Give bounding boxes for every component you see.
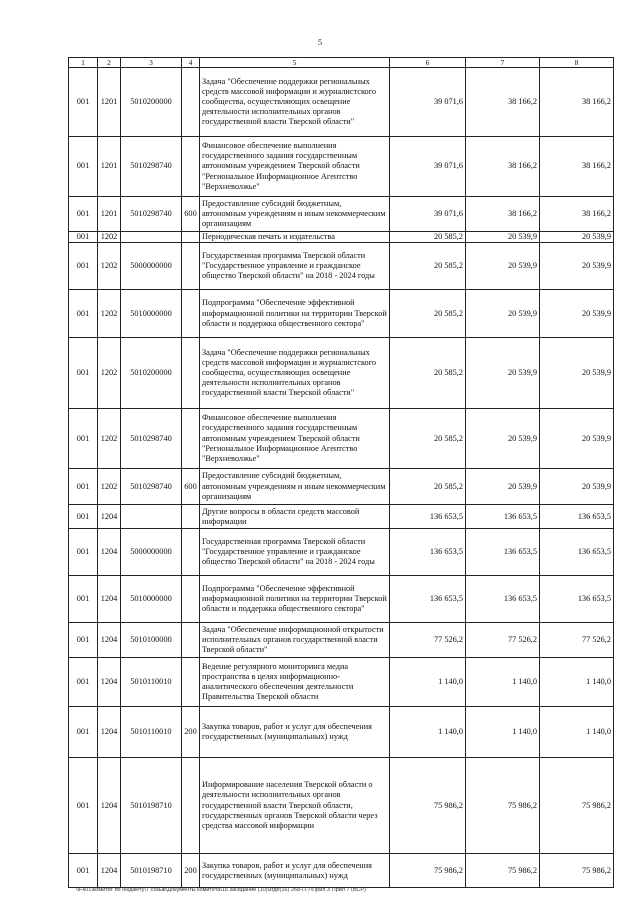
cell-amount-year1: 77 526,2 bbox=[390, 623, 466, 658]
cell-subsection-code: 1204 bbox=[98, 529, 121, 576]
cell-target-code bbox=[121, 232, 182, 243]
table-row bbox=[69, 232, 614, 243]
cell-amount-year3: 20 539,9 bbox=[540, 338, 614, 409]
cell-subsection-code: 1204 bbox=[98, 576, 121, 623]
cell-expense-type bbox=[182, 658, 200, 707]
cell-target-code: 5010200000 bbox=[121, 338, 182, 409]
table-row bbox=[69, 409, 614, 469]
cell-subsection-code: 1202 bbox=[98, 232, 121, 243]
cell-subsection-code: 1204 bbox=[98, 854, 121, 888]
cell-expense-type bbox=[182, 576, 200, 623]
cell-expense-type bbox=[182, 758, 200, 854]
cell-subsection-code: 1202 bbox=[98, 469, 121, 505]
cell-section-code: 001 bbox=[69, 338, 98, 409]
cell-amount-year2: 38 166,2 bbox=[466, 137, 540, 197]
cell-amount-year1: 20 585,2 bbox=[390, 290, 466, 338]
cell-amount-year3: 20 539,9 bbox=[540, 409, 614, 469]
cell-expense-type: 200 bbox=[182, 854, 200, 888]
table-header-row bbox=[69, 58, 614, 68]
cell-amount-year1: 136 653,5 bbox=[390, 576, 466, 623]
table-row bbox=[69, 623, 614, 658]
cell-section-code: 001 bbox=[69, 658, 98, 707]
cell-subsection-code: 1204 bbox=[98, 758, 121, 854]
cell-section-code: 001 bbox=[69, 290, 98, 338]
cell-amount-year2: 20 539,9 bbox=[466, 338, 540, 409]
cell-description: Периодическая печать и издательства bbox=[200, 232, 390, 243]
cell-amount-year2: 20 539,9 bbox=[466, 469, 540, 505]
cell-description: Закупка товаров, работ и услуг для обеспечения государственных (муниципальных) нужд bbox=[200, 707, 390, 758]
cell-amount-year3: 136 653,5 bbox=[540, 505, 614, 529]
table-row bbox=[69, 137, 614, 197]
cell-section-code: 001 bbox=[69, 576, 98, 623]
cell-amount-year3: 1 140,0 bbox=[540, 707, 614, 758]
cell-target-code: 5010198710 bbox=[121, 758, 182, 854]
cell-target-code: 5010100000 bbox=[121, 623, 182, 658]
column-header: 6 bbox=[390, 58, 466, 68]
column-header: 3 bbox=[121, 58, 182, 68]
cell-amount-year3: 20 539,9 bbox=[540, 243, 614, 290]
cell-amount-year3: 77 526,2 bbox=[540, 623, 614, 658]
cell-description: Другие вопросы в области средств массовой информации bbox=[200, 505, 390, 529]
column-header: 2 bbox=[98, 58, 121, 68]
cell-subsection-code: 1204 bbox=[98, 505, 121, 529]
table-row bbox=[69, 854, 614, 888]
column-header: 8 bbox=[540, 58, 614, 68]
cell-expense-type bbox=[182, 505, 200, 529]
cell-description: Закупка товаров, работ и услуг для обеспечения государственных (муниципальных) нужд bbox=[200, 854, 390, 888]
cell-amount-year3: 38 166,2 bbox=[540, 197, 614, 232]
cell-expense-type bbox=[182, 68, 200, 137]
cell-section-code: 001 bbox=[69, 623, 98, 658]
cell-expense-type: 200 bbox=[182, 707, 200, 758]
cell-amount-year1: 39 071,6 bbox=[390, 197, 466, 232]
cell-subsection-code: 1204 bbox=[98, 623, 121, 658]
file-path-footer: \\Fs01\комитет по бюджету\7 созыв\Документы комитета\16 заседание (10)\згдп(16) 268-П-7\Прил 3 Прил 7 (ВСР) bbox=[76, 887, 366, 893]
cell-expense-type: 600 bbox=[182, 469, 200, 505]
cell-target-code: 5000000000 bbox=[121, 529, 182, 576]
cell-section-code: 001 bbox=[69, 469, 98, 505]
cell-description: Предоставление субсидий бюджетным, автономным учреждениям и иным некоммерческим организациям bbox=[200, 197, 390, 232]
cell-description: Предоставление субсидий бюджетным, автономным учреждениям и иным некоммерческим организациям bbox=[200, 469, 390, 505]
cell-amount-year1: 20 585,2 bbox=[390, 469, 466, 505]
cell-subsection-code: 1204 bbox=[98, 707, 121, 758]
cell-target-code: 5010298740 bbox=[121, 197, 182, 232]
cell-section-code: 001 bbox=[69, 409, 98, 469]
cell-description: Государственная программа Тверской области "Государственное управление и гражданское общество Тверской области" на 2018 - 2024 годы bbox=[200, 243, 390, 290]
cell-amount-year1: 20 585,2 bbox=[390, 409, 466, 469]
cell-section-code: 001 bbox=[69, 707, 98, 758]
cell-amount-year1: 20 585,2 bbox=[390, 232, 466, 243]
cell-section-code: 001 bbox=[69, 854, 98, 888]
table-row bbox=[69, 576, 614, 623]
cell-description: Ведение регулярного мониторинга медиа пространства в целях информационно-аналитического обеспечения деятельности Правительства Тверской области bbox=[200, 658, 390, 707]
cell-amount-year2: 20 539,9 bbox=[466, 290, 540, 338]
cell-amount-year3: 136 653,5 bbox=[540, 576, 614, 623]
cell-target-code: 5010000000 bbox=[121, 576, 182, 623]
page-number: 5 bbox=[318, 38, 322, 47]
cell-amount-year2: 20 539,9 bbox=[466, 409, 540, 469]
cell-expense-type: 600 bbox=[182, 197, 200, 232]
cell-description: Подпрограмма "Обеспечение эффективной информационной политики на территории Тверской области и поддержка общественного сектора" bbox=[200, 576, 390, 623]
cell-section-code: 001 bbox=[69, 232, 98, 243]
column-header: 4 bbox=[182, 58, 200, 68]
budget-table bbox=[68, 57, 614, 888]
cell-expense-type bbox=[182, 529, 200, 576]
cell-description: Информирование населения Тверской области о деятельности исполнительных органов государственной власти Тверской области, государственных органов Тверской области через средства массовой информации bbox=[200, 758, 390, 854]
cell-amount-year1: 136 653,5 bbox=[390, 529, 466, 576]
cell-amount-year2: 20 539,9 bbox=[466, 243, 540, 290]
cell-amount-year3: 38 166,2 bbox=[540, 68, 614, 137]
cell-subsection-code: 1201 bbox=[98, 197, 121, 232]
cell-expense-type bbox=[182, 409, 200, 469]
cell-amount-year2: 136 653,5 bbox=[466, 576, 540, 623]
cell-subsection-code: 1202 bbox=[98, 243, 121, 290]
cell-subsection-code: 1201 bbox=[98, 68, 121, 137]
column-header: 7 bbox=[466, 58, 540, 68]
cell-section-code: 001 bbox=[69, 529, 98, 576]
cell-amount-year3: 20 539,9 bbox=[540, 290, 614, 338]
cell-amount-year1: 20 585,2 bbox=[390, 243, 466, 290]
cell-description: Задача "Обеспечение информационной открытости исполнительных органов государственной власти Тверской области" bbox=[200, 623, 390, 658]
cell-subsection-code: 1204 bbox=[98, 658, 121, 707]
cell-description: Задача "Обеспечение поддержки региональных средств массовой информации и журналистского сообщества, осуществляющих освещение деятельности исполнительных органов государственной власти Тверской области" bbox=[200, 68, 390, 137]
cell-amount-year1: 1 140,0 bbox=[390, 658, 466, 707]
cell-amount-year3: 75 986,2 bbox=[540, 854, 614, 888]
cell-section-code: 001 bbox=[69, 505, 98, 529]
cell-amount-year1: 75 986,2 bbox=[390, 758, 466, 854]
cell-amount-year3: 20 539,9 bbox=[540, 469, 614, 505]
cell-section-code: 001 bbox=[69, 243, 98, 290]
cell-description: Подпрограмма "Обеспечение эффективной информационной политики на территории Тверской области и поддержка общественного сектора" bbox=[200, 290, 390, 338]
cell-amount-year3: 20 539,9 bbox=[540, 232, 614, 243]
table-row bbox=[69, 243, 614, 290]
cell-expense-type bbox=[182, 290, 200, 338]
cell-description: Финансовое обеспечение выполнения государственного задания государственным автономным учреждением Тверской области "Региональное Информационное Агентство "Верхневолжье" bbox=[200, 137, 390, 197]
table-row bbox=[69, 505, 614, 529]
cell-target-code: 5010298740 bbox=[121, 409, 182, 469]
cell-amount-year1: 39 071,6 bbox=[390, 68, 466, 137]
table-row bbox=[69, 469, 614, 505]
cell-expense-type bbox=[182, 623, 200, 658]
cell-target-code: 5010298740 bbox=[121, 137, 182, 197]
cell-section-code: 001 bbox=[69, 68, 98, 137]
cell-amount-year3: 1 140,0 bbox=[540, 658, 614, 707]
cell-description: Задача "Обеспечение поддержки региональных средств массовой информации и журналистского сообщества, осуществляющих освещение деятельности исполнительных органов государственной власти Тверской области" bbox=[200, 338, 390, 409]
cell-amount-year2: 136 653,5 bbox=[466, 505, 540, 529]
table-row bbox=[69, 197, 614, 232]
cell-description: Государственная программа Тверской области "Государственное управление и гражданское общество Тверской области" на 2018 - 2024 годы bbox=[200, 529, 390, 576]
cell-expense-type bbox=[182, 243, 200, 290]
cell-target-code: 5010000000 bbox=[121, 290, 182, 338]
cell-amount-year3: 136 653,5 bbox=[540, 529, 614, 576]
cell-section-code: 001 bbox=[69, 197, 98, 232]
table-row bbox=[69, 707, 614, 758]
cell-target-code: 5010298740 bbox=[121, 469, 182, 505]
cell-amount-year2: 38 166,2 bbox=[466, 68, 540, 137]
cell-amount-year2: 1 140,0 bbox=[466, 658, 540, 707]
cell-subsection-code: 1202 bbox=[98, 409, 121, 469]
cell-target-code: 5010110010 bbox=[121, 707, 182, 758]
cell-target-code bbox=[121, 505, 182, 529]
cell-description: Финансовое обеспечение выполнения государственного задания государственным автономным учреждением Тверской области "Региональное Информационное Агентство "Верхневолжье" bbox=[200, 409, 390, 469]
cell-amount-year2: 75 986,2 bbox=[466, 854, 540, 888]
cell-target-code: 5010200000 bbox=[121, 68, 182, 137]
cell-expense-type bbox=[182, 232, 200, 243]
cell-amount-year3: 75 986,2 bbox=[540, 758, 614, 854]
cell-amount-year1: 20 585,2 bbox=[390, 338, 466, 409]
cell-amount-year1: 1 140,0 bbox=[390, 707, 466, 758]
cell-amount-year3: 38 166,2 bbox=[540, 137, 614, 197]
cell-amount-year1: 75 986,2 bbox=[390, 854, 466, 888]
table-row bbox=[69, 529, 614, 576]
cell-section-code: 001 bbox=[69, 758, 98, 854]
cell-amount-year2: 136 653,5 bbox=[466, 529, 540, 576]
cell-amount-year2: 77 526,2 bbox=[466, 623, 540, 658]
cell-amount-year2: 75 986,2 bbox=[466, 758, 540, 854]
cell-amount-year2: 38 166,2 bbox=[466, 197, 540, 232]
cell-subsection-code: 1202 bbox=[98, 290, 121, 338]
cell-amount-year1: 136 653,5 bbox=[390, 505, 466, 529]
cell-expense-type bbox=[182, 137, 200, 197]
cell-expense-type bbox=[182, 338, 200, 409]
table-row bbox=[69, 338, 614, 409]
cell-section-code: 001 bbox=[69, 137, 98, 197]
column-header: 1 bbox=[69, 58, 98, 68]
table-row bbox=[69, 290, 614, 338]
cell-amount-year1: 39 071,6 bbox=[390, 137, 466, 197]
column-header: 5 bbox=[200, 58, 390, 68]
cell-target-code: 5010198710 bbox=[121, 854, 182, 888]
table-row bbox=[69, 658, 614, 707]
cell-subsection-code: 1202 bbox=[98, 338, 121, 409]
table-row bbox=[69, 758, 614, 854]
cell-subsection-code: 1201 bbox=[98, 137, 121, 197]
cell-target-code: 5000000000 bbox=[121, 243, 182, 290]
cell-amount-year2: 1 140,0 bbox=[466, 707, 540, 758]
table-row bbox=[69, 68, 614, 137]
cell-amount-year2: 20 539,9 bbox=[466, 232, 540, 243]
cell-target-code: 5010110010 bbox=[121, 658, 182, 707]
